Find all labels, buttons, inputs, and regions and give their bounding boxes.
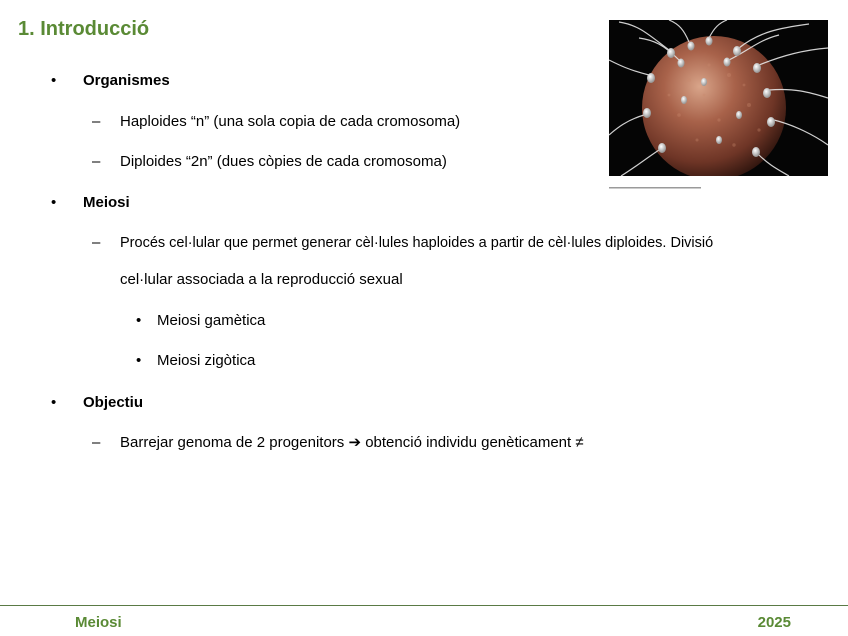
sub-sub-bullet-meiosi-gametica: Meiosi gamètica <box>157 312 266 329</box>
slide-title: 1. Introducció <box>18 18 150 40</box>
sub-bullet-meiosi-description-line2: cel·lular associada a la reproducció sexual <box>120 271 403 288</box>
footer-year: 2025 <box>757 614 791 631</box>
bullet-organismes: Organismes <box>83 72 170 89</box>
photo-caption-line <box>609 177 828 181</box>
sub-bullet-marker: – <box>92 234 101 251</box>
bullet-marker: • <box>51 194 57 211</box>
sub-sub-bullet-meiosi-zigotica: Meiosi zigòtica <box>157 352 256 369</box>
footer-title: Meiosi <box>75 614 122 631</box>
bullet-marker: • <box>51 394 57 411</box>
sub-sub-bullet-marker: • <box>136 312 142 329</box>
footer-divider <box>0 605 848 606</box>
sub-bullet-meiosi-description-line1: Procés cel·lular que permet generar cèl·lules haploides a partir de cèl·lules diploides. Divisió <box>120 235 714 251</box>
sub-bullet-haploides: Haploides “n” (una sola copia de cada cromosoma) <box>120 113 461 130</box>
sub-sub-bullet-marker: • <box>136 352 142 369</box>
sub-bullet-marker: – <box>92 434 101 451</box>
sperm-egg-fertilization-photo <box>609 20 828 176</box>
sub-bullet-marker: – <box>92 153 101 170</box>
bullet-marker: • <box>51 72 57 89</box>
sub-bullet-diploides: Diploides “2n” (dues còpies de cada cromosoma) <box>120 153 447 170</box>
sub-bullet-objectiu-text: Barrejar genoma de 2 progenitors ➔ obtenció individu genèticament ≠ <box>120 434 584 451</box>
bullet-objectiu: Objectiu <box>83 394 144 411</box>
sub-bullet-marker: – <box>92 113 101 130</box>
bullet-meiosi: Meiosi <box>83 194 130 211</box>
